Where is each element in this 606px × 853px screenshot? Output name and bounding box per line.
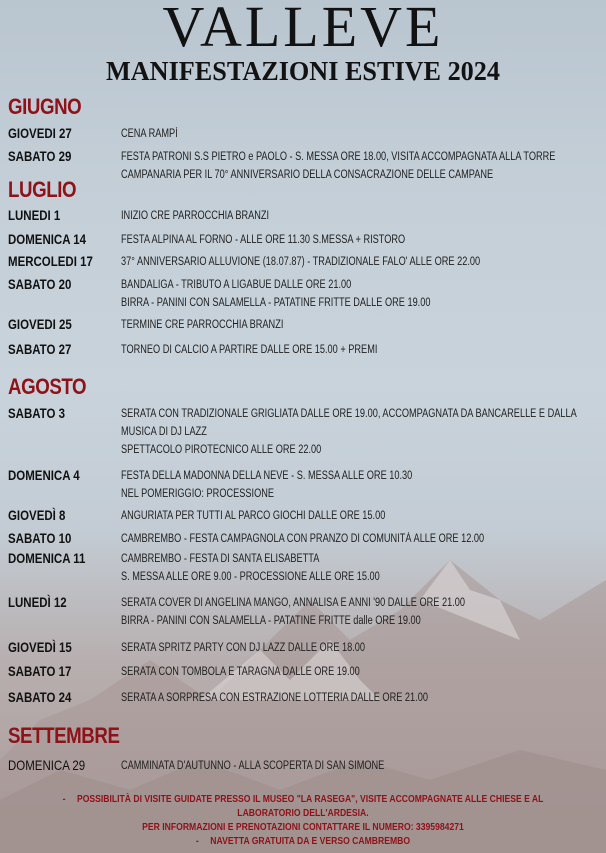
event-date: DOMENICA 4 <box>8 467 80 483</box>
poster-subtitle: MANIFESTAZIONI ESTIVE 2024 <box>106 56 500 86</box>
event-description: SPETTACOLO PIROTECNICO ALLE ORE 22.00 <box>121 444 322 456</box>
event-date: GIOVEDI 25 <box>8 316 72 332</box>
event-description: BIRRA - PANINI CON SALAMELLA - PATATINE FRITTE DALLE ORE 19.00 <box>121 297 431 309</box>
event-date: MERCOLEDI 17 <box>8 253 93 269</box>
event-description: BIRRA - PANINI CON SALAMELLA - PATATINE FRITTE dalle ORE 19.00 <box>121 615 421 627</box>
event-description: SERATA CON TOMBOLA E TARAGNA DALLE ORE 19.00 <box>121 666 360 678</box>
event-description: FESTA ALPINA AL FORNO - ALLE ORE 11.30 S.MESSA + RISTORO <box>121 234 406 246</box>
bullet: - <box>195 835 199 847</box>
event-date: GIOVEDI 27 <box>8 125 72 141</box>
event-date: SABATO 3 <box>8 405 65 421</box>
event-date: SABATO 20 <box>8 276 72 292</box>
footer-line: LABORATORIO DELL'ARDESIA. <box>237 807 369 819</box>
footer-line: - NAVETTA GRATUITA DA E VERSO CAMBREMBO <box>195 835 411 847</box>
event-description: TORNEO DI CALCIO A PARTIRE DALLE ORE 15.00 + PREMI <box>121 344 378 356</box>
bullet: - <box>62 793 66 805</box>
event-description: FESTA DELLA MADONNA DELLA NEVE - S. MESSA ALLE ORE 10.30 <box>121 470 413 482</box>
event-description: CAMPANARIA PER IL 70° ANNIVERSARIO DELLA CONSACRAZIONE DELLE CAMPANE <box>121 169 494 181</box>
event-date: SABATO 29 <box>8 148 72 164</box>
event-description: INIZIO CRE PARROCCHIA BRANZI <box>121 210 270 222</box>
event-date: SABATO 24 <box>8 689 72 705</box>
event-description: 37° ANNIVERSARIO ALLUVIONE (18.07.87) - TRADIZIONALE FALO' ALLE ORE 22.00 <box>121 256 481 268</box>
event-description: CAMMINATA D'AUTUNNO - ALLA SCOPERTA DI SAN SIMONE <box>121 760 385 772</box>
event-description: SERATA SPRITZ PARTY CON DJ LAZZ DALLE ORE 18.00 <box>121 642 366 654</box>
event-date: LUNEDÌ 12 <box>8 594 67 610</box>
month-heading-agosto: AGOSTO <box>8 374 87 399</box>
event-description: SERATA COVER DI ANGELINA MANGO, ANNALISA E ANNI '90 DALLE ORE 21.00 <box>121 597 465 609</box>
month-heading-luglio: LUGLIO <box>8 177 77 202</box>
footer-line: - POSSIBILITÀ DI VISITE GUIDATE PRESSO IL MUSEO "LA RASEGA", VISITE ACCOMPAGNATE ALLE CHIESE E AL <box>62 793 544 805</box>
event-date: SABATO 27 <box>8 341 72 357</box>
event-date: DOMENICA 29 <box>8 757 86 773</box>
event-date: SABATO 17 <box>8 663 72 679</box>
event-description: FESTA PATRONI S.S PIETRO e PAOLO - S. MESSA ORE 18.00, VISITA ACCOMPAGNATA ALLA TORRE <box>121 151 556 163</box>
event-description: ANGURIATA PER TUTTI AL PARCO GIOCHI DALLE ORE 15.00 <box>121 510 386 522</box>
event-date: DOMENICA 14 <box>8 231 87 247</box>
footer-notes <box>0 792 606 848</box>
event-description: SERATA CON TRADIZIONALE GRIGLIATA DALLE ORE 19.00, ACCOMPAGNATA DA BANCARELLE E DALLA <box>121 408 577 420</box>
month-heading-settembre: SETTEMBRE <box>8 723 120 748</box>
footer-line: PER INFORMAZIONI E PRENOTAZIONI CONTATTARE IL NUMERO: 3395984271 <box>142 821 464 833</box>
event-description: SERATA A SORPRESA CON ESTRAZIONE LOTTERIA DALLE ORE 21.00 <box>121 692 428 704</box>
event-date: GIOVEDÌ 8 <box>8 507 66 523</box>
event-description: BANDALIGA - TRIBUTO A LIGABUE DALLE ORE 21.00 <box>121 279 352 291</box>
event-date: SABATO 10 <box>8 530 72 546</box>
month-heading-giugno: GIUGNO <box>8 94 82 119</box>
poster-title: VALLEVE <box>162 0 444 59</box>
event-date: LUNEDI 1 <box>8 207 61 223</box>
event-description: CAMBREMBO - FESTA DI SANTA ELISABETTA <box>121 553 320 565</box>
event-description: MUSICA DI DJ LAZZ <box>121 426 207 438</box>
event-description: CENA RAMPÌ <box>121 128 178 140</box>
event-date: DOMENICA 11 <box>8 550 86 566</box>
event-description: NEL POMERIGGIO: PROCESSIONE <box>121 488 275 500</box>
event-description: S. MESSA ALLE ORE 9.00 - PROCESSIONE ALLE ORE 15.00 <box>121 571 380 583</box>
event-date: GIOVEDÌ 15 <box>8 639 72 655</box>
event-description: TERMINE CRE PARROCCHIA BRANZI <box>121 319 284 331</box>
event-description: CAMBREMBO - FESTA CAMPAGNOLA CON PRANZO DI COMUNITÀ ALLE ORE 12.00 <box>121 533 485 545</box>
